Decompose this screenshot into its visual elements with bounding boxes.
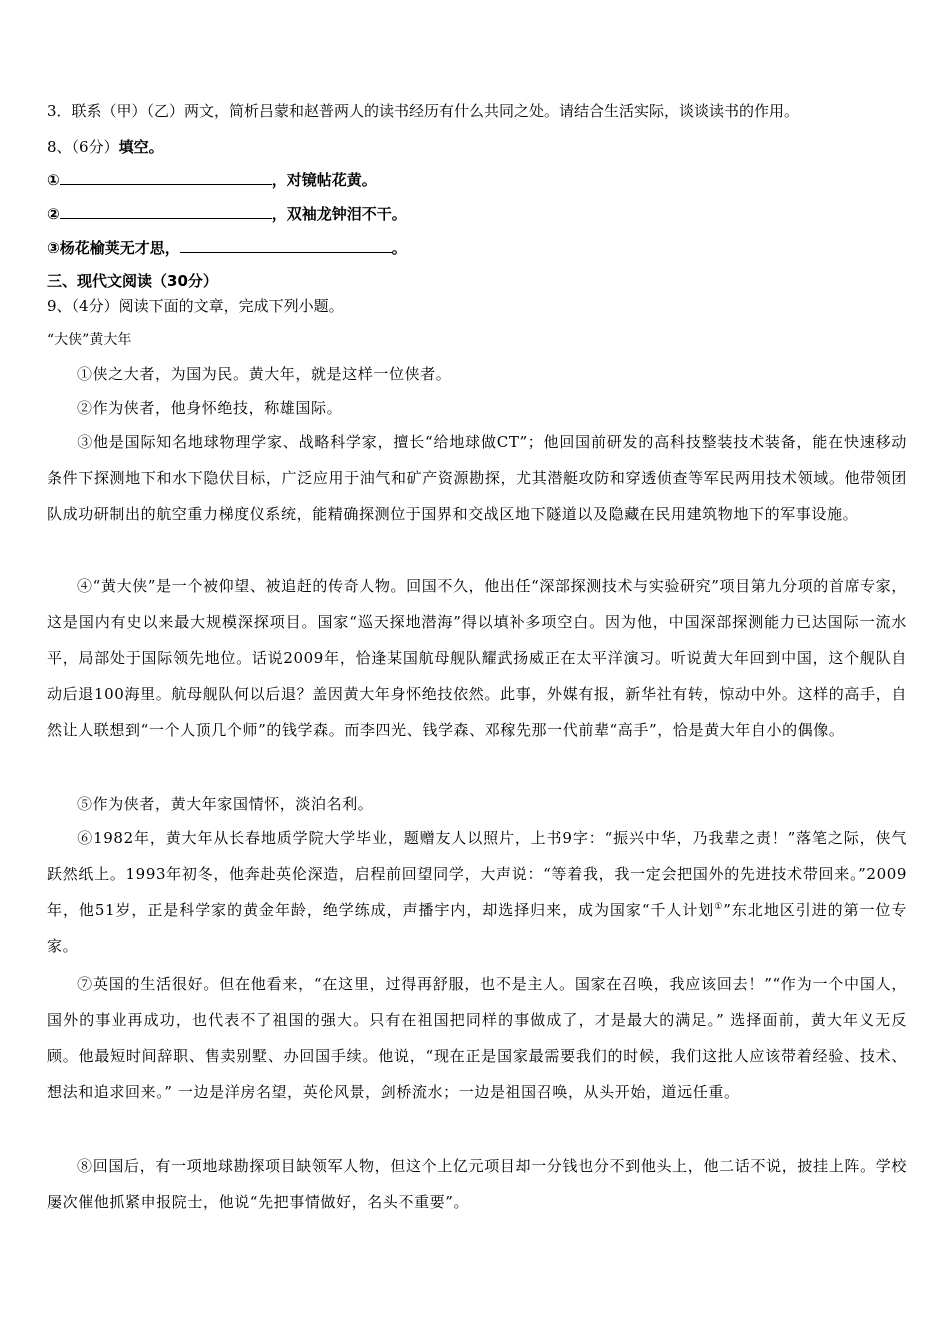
fill-blank-1-line[interactable] [60,170,272,185]
fill-blank-2-prefix: ② [47,205,60,223]
fill-blank-1 [47,170,907,190]
fill-blank-2-line[interactable] [60,204,272,219]
paragraph-3-text: ③他是国际知名地球物理学家、战略科学家，擅长“给地球做CT”；他回国前研发的高科技整装技术装备，能在快速移动条件下探测地下和水下隐伏目标，广泛应用于油气和矿产资源勘探，尤其潜艇攻防和穿透侦查等军民两用技术领域。他带领团队成功研制出的航空重力梯度仪系统，能精确探测位于国界和交战区地下隧道以及隐藏在民用建筑物地下的军事设施。 [47,433,907,523]
fill-blank-3-suffix: 。 [391,239,407,257]
fill-blank-3-line[interactable] [180,238,392,253]
fill-blank-1-suffix: ，对镜帖花黄。 [271,171,377,189]
question-8 [47,137,907,157]
paragraph-7-text: ⑦英国的生活很好。但在他看来，“在这里，过得再舒服，也不是主人。国家在召唤，我应该回去！”“作为一个中国人，国外的事业再成功，也代表不了祖国的强大。只有在祖国把同样的事做成了，才是最大的满足。” 选择面前，黄大年义无反顾。他最短时间辞职、售卖别墅、办回国手续。他说，“现在正是国家最需要我们的时候，我们这批人应该带着经验、技术、想法和追求回来。” 一边是洋房名望，英伦风景，剑桥流水；一边是祖国召唤，从头开始，道远任重。 [47,975,907,1101]
question-8-number: 8、（6分） [47,138,119,156]
paragraph-2-text: ②作为侠者，他身怀绝技，称雄国际。 [77,399,343,417]
fill-blank-3-prefix: ③杨花榆荚无才思， [47,239,180,257]
paragraph-6-text-end: ”东北地区引进的第一位专家。 [47,901,908,955]
paragraph-6 [47,820,907,964]
footnote-marker: ① [714,902,724,912]
question-9 [47,296,907,316]
question-3: 3．联系（甲）（乙）两文，简析吕蒙和赵普两人的读书经历有什么共同之处。请结合生活实际，谈谈读书的作用。 [47,102,800,120]
paragraph-5 [47,786,907,822]
article-title: “大侠”黄大年 [47,332,132,348]
fill-blank-2 [47,204,907,224]
paragraph-2 [47,390,907,426]
paragraph-1 [47,356,907,392]
paragraph-5-text: ⑤作为侠者，黄大年家国情怀，淡泊名利。 [77,795,374,813]
fill-blank-2-suffix: ，双袖龙钟泪不干。 [271,205,407,223]
paragraph-7 [47,966,907,1110]
paragraph-4 [47,568,907,748]
paragraph-6-text: ⑥1982年，黄大年从长春地质学院大学毕业，题赠友人以照片，上书9字：“振兴中华，乃我辈之责！”落笔之际，侠气跃然纸上。1993年初冬，他奔赴英伦深造，启程前回望同学，大声说：“等着我，我一定会把国外的先进技术带回来。”2009年，他51岁，正是科学家的黄金年龄，绝学练成，声播宇内，却选择归来，成为国家“千人计划 [47,829,907,919]
paragraph-8 [47,1148,907,1220]
fill-blank-1-prefix: ① [47,171,60,189]
paragraph-8-text: ⑧回国后，有一项地球勘探项目缺领军人物，但这个上亿元项目却一分钱也分不到他头上，他二话不说，披挂上阵。学校屡次催他抓紧申报院士，他说“先把事情做好，名头不重要”。 [47,1157,907,1211]
paragraph-4-text: ④“黄大侠”是一个被仰望、被追赶的传奇人物。回国不久，他出任“深部探测技术与实验研究”项目第九分项的首席专家，这是国内有史以来最大规模深探项目。国家“巡天探地潜海”得以填补多项空白。因为他，中国深部探测能力已达国际一流水平，局部处于国际领先地位。话说2009年，恰逢某国航母舰队耀武扬威正在太平洋演习。听说黄大年回到中国，这个舰队自动后退100海里。航母舰队何以后退？盖因黄大年身怀绝技依然。此事，外媒有报，新华社有转，惊动中外。这样的高手，自然让人联想到“一个人顶几个师”的钱学森。而李四光、钱学森、邓稼先那一代前辈“高手”，恰是黄大年自小的偶像。 [47,577,907,739]
paragraph-1-text: ①侠之大者，为国为民。黄大年，就是这样一位侠者。 [77,365,452,383]
fill-blank-3 [47,238,907,258]
question-8-instruction: 填空。 [118,138,164,156]
paragraph-3 [47,424,907,532]
question-9-number: 9、（4分） [47,297,119,315]
section-3-heading: 三、现代文阅读（30分） [47,272,218,290]
question-9-instruction: 阅读下面的文章，完成下列小题。 [118,297,344,315]
